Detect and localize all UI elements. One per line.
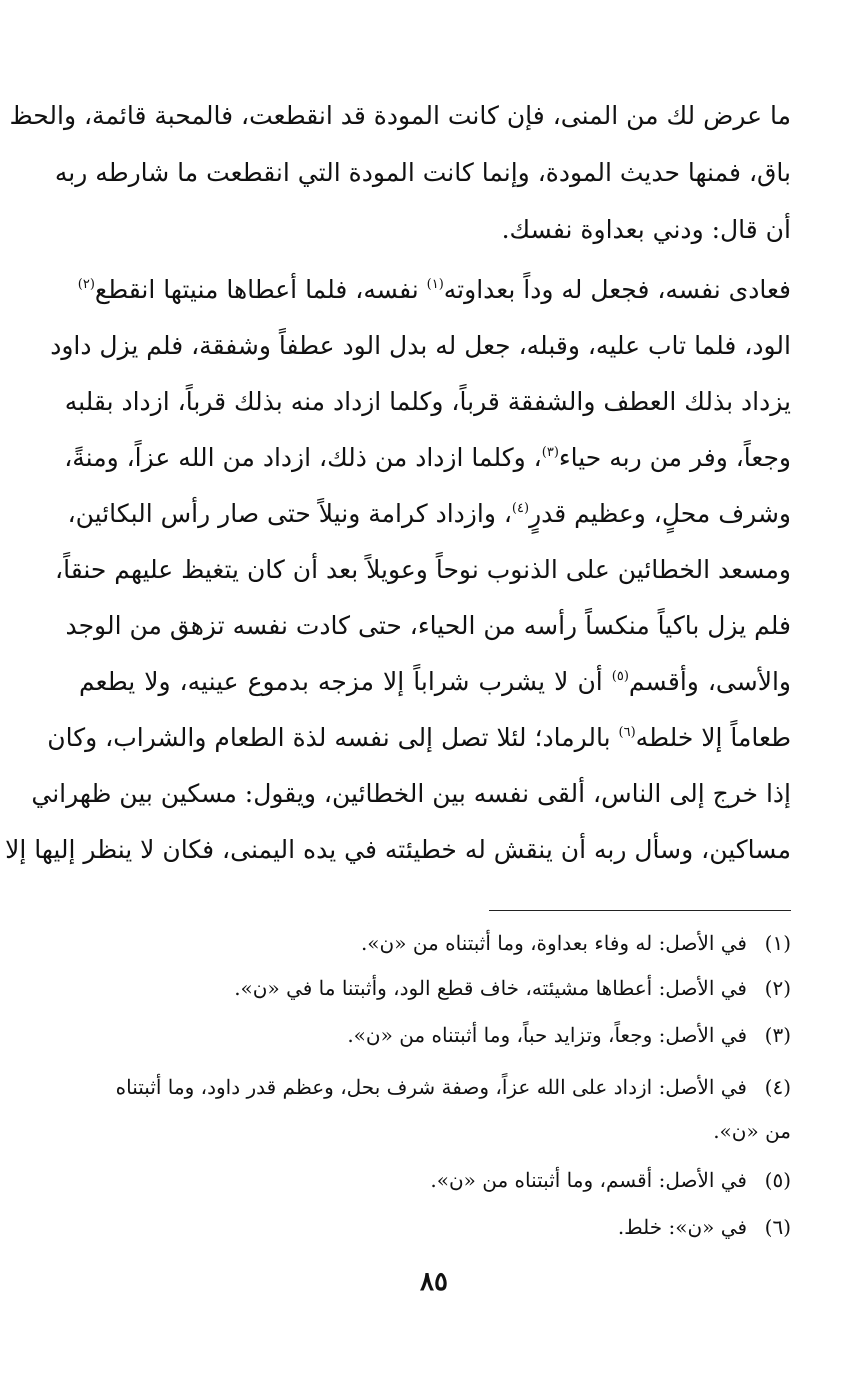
footnote-text: في الأصل: أعطاها مشيئته، خاف قطع الود، وأثبتنا ما في «ن». [234, 976, 747, 1000]
text-span: وشرف محلٍ، وعظيم قدرٍ [529, 499, 791, 528]
text-line: مساكين، وسأل ربه أن ينقش له خطيئته في يده اليمنى، فكان لا ينظر إليها إلا [5, 835, 791, 864]
footnote-ref: (١) [426, 277, 444, 292]
text-line: ومسعد الخطائين على الذنوب نوحاً وعويلاً بعد أن كان يتغيظ عليهم حنقاً، [55, 555, 791, 584]
footnote-number: (١) [764, 931, 791, 955]
footnote [79, 1210, 791, 1244]
text-span: بالرماد؛ لئلا تصل إلى نفسه لذة الطعام والشراب، وكان [47, 723, 619, 752]
page-number: ٨٥ [420, 1267, 448, 1297]
text-line: الود، فلما تاب عليه، وقبله، جعل له بدل الود عطفاً وشفقة، فلم يزل داود [50, 331, 791, 360]
footnote-separator [489, 910, 791, 911]
text-line: إذا خرج إلى الناس، ألقى نفسه بين الخطائين، ويقول: مسكين بين ظهراني [31, 779, 791, 808]
text-line [79, 270, 791, 310]
footnote-text: في الأصل: أقسم، وما أثبتناه من «ن». [430, 1168, 747, 1192]
text-span: والأسى، وأقسم [628, 667, 791, 696]
footnote [79, 926, 791, 960]
text-line: ما عرض لك من المنى، فإن كانت المودة قد انقطعت، فالمحبة قائمة، والحظ [9, 101, 791, 130]
footnote-number: (٥) [764, 1168, 791, 1192]
text-span: طعاماً إلا خلطه [635, 723, 791, 752]
footnote-text: في الأصل: ازداد على الله عزاً، وصفة شرف بحل، وعظم قدر داود، وما أثبتناه [115, 1075, 747, 1099]
footnote [79, 1070, 791, 1104]
footnote-text: في الأصل: له وفاء بعداوة، وما أثبتناه من «ن». [360, 931, 747, 955]
footnote-ref: (٤) [511, 501, 530, 516]
footnote [79, 971, 791, 1005]
footnote-text: في الأصل: وجعاً، وتزايد حباً، وما أثبتناه من «ن». [347, 1023, 747, 1047]
footnote-continuation: من «ن». [713, 1119, 791, 1143]
text-line: باق، فمنها حديث المودة، وإنما كانت المودة التي انقطعت ما شارطه ربه [54, 158, 791, 187]
text-span: ، وازداد كرامة ونيلاً حتى صار رأس البكائين، [67, 499, 512, 528]
text-line: فلم يزل باكياً منكساً رأسه من الحياء، حتى كادت نفسه تزهق من الوجد [65, 611, 791, 640]
footnote-ref: (٢) [77, 277, 95, 292]
text-line [67, 494, 791, 534]
footnote [79, 1018, 791, 1052]
text-line [64, 438, 791, 478]
text-line: أن قال: ودني بعداوة نفسك. [501, 215, 791, 244]
text-span: ، وكلما ازداد من ذلك، ازداد من الله عزاً، ومنةً، [64, 443, 542, 472]
footnote [79, 1163, 791, 1197]
footnote-number: (٢) [764, 976, 791, 1000]
text-line [47, 718, 791, 758]
text-line [79, 662, 791, 702]
text-line: يزداد بذلك العطف والشفقة قرباً، وكلما ازداد منه بذلك قرباً، ازداد بقلبه [64, 387, 791, 416]
footnote-ref: (٦) [618, 725, 636, 740]
footnote-text: في «ن»: خلط. [617, 1215, 747, 1239]
footnote-ref: (٥) [611, 669, 629, 684]
footnote-number: (٣) [764, 1023, 791, 1047]
footnote-ref: (٣) [541, 445, 559, 460]
footnote-number: (٤) [764, 1075, 791, 1099]
footnote-number: (٦) [764, 1215, 791, 1239]
text-span: نفسه، فلما أعطاها منيتها انقطع [94, 275, 427, 304]
text-span: فعادى نفسه، فجعل له وداً بعداوته [443, 275, 791, 304]
text-span: أن لا يشرب شراباً إلا مزجه بدموع عينيه، ولا يطعم [79, 667, 612, 696]
text-span: وجعاً، وفر من ربه حياء [558, 443, 791, 472]
